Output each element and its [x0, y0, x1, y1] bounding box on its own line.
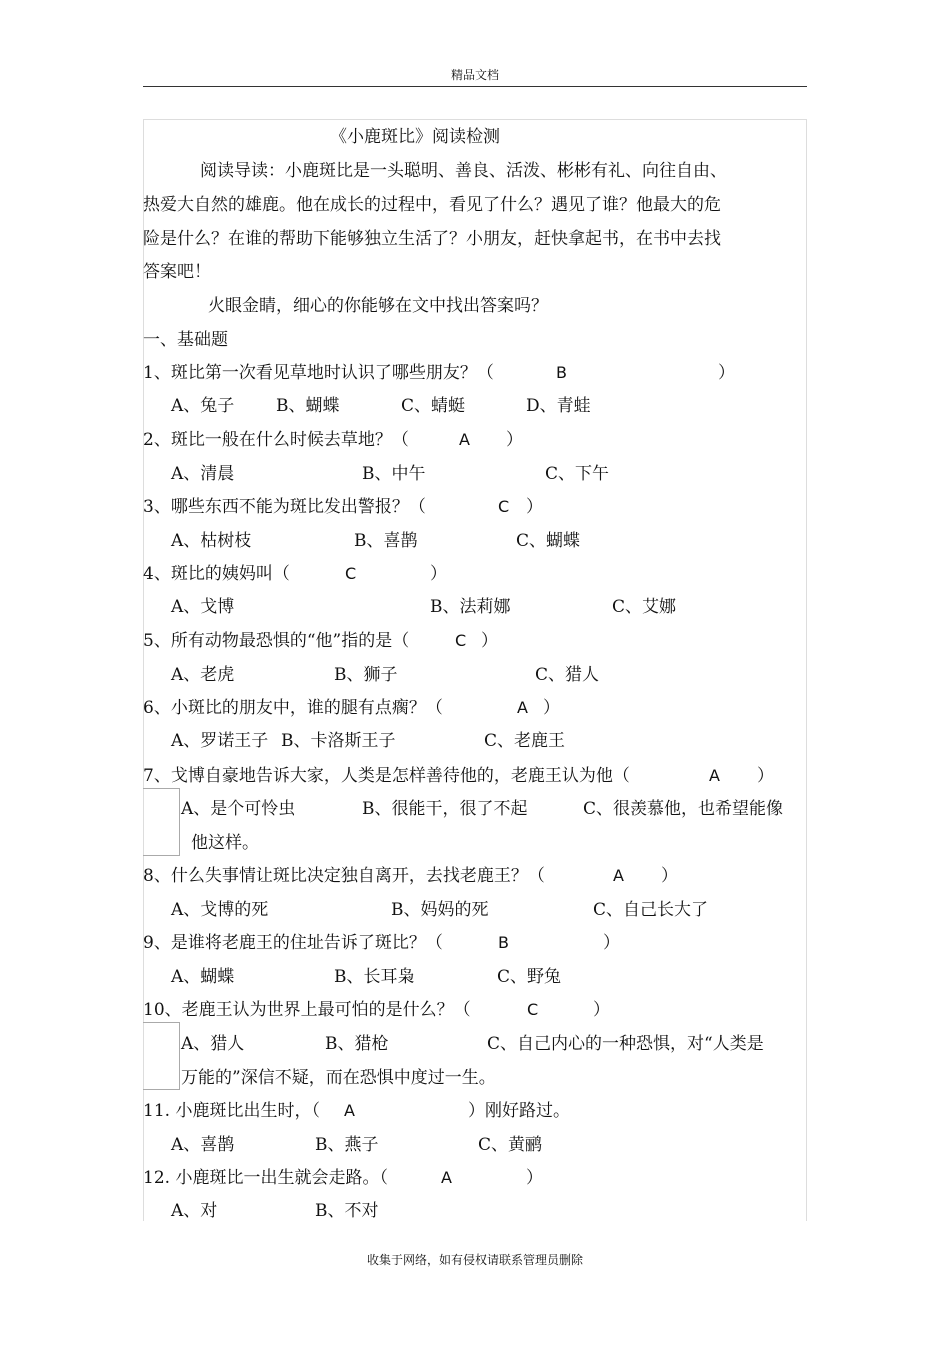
question-2-answer: A	[459, 430, 470, 449]
question-11-option-b: B、燕子	[315, 1135, 379, 1155]
question-5-option-a: A、老虎	[171, 665, 235, 685]
question-2-option-a: A、清晨	[171, 464, 235, 484]
question-4-answer: C	[345, 564, 357, 583]
question-10-continuation: 万能的”深信不疑，而在恐惧中度过一生。	[181, 1068, 496, 1088]
intro-line-3: 险是什么？在谁的帮助下能够独立生活了？小朋友，赶快拿起书，在书中去找	[143, 229, 721, 249]
question-9-answer: B	[498, 933, 509, 952]
question-4-option-b: B、法莉娜	[430, 597, 511, 617]
question-12-close: ）	[526, 1168, 543, 1188]
question-3-option-a: A、枯树枝	[171, 531, 252, 551]
question-4-close: ）	[430, 564, 447, 584]
question-7-option-a: A、是个可怜虫	[181, 799, 296, 819]
question-6-answer: A	[517, 698, 528, 717]
question-8-option-c: C、自己长大了	[593, 900, 709, 920]
question-4-option-a: A、戈博	[171, 597, 235, 617]
frame-right-line	[806, 119, 807, 1221]
question-12-option-a: A、对	[171, 1201, 218, 1221]
question-11-option-c: C、黄鹂	[478, 1135, 543, 1155]
question-11-option-a: A、喜鹊	[171, 1135, 235, 1155]
question-7-option-c: C、很羡慕他，也希望能像	[583, 799, 784, 819]
question-1-option-b: B、蝴蝶	[276, 396, 340, 416]
intro-line-2: 热爱大自然的雄鹿。他在成长的过程中，看见了什么？遇见了谁？他最大的危	[143, 195, 721, 215]
question-7-continuation: 他这样。	[191, 833, 259, 853]
question-12-stem: 12. 小鹿斑比一出生就会走路。（	[143, 1168, 388, 1188]
question-2-option-c: C、下午	[545, 464, 610, 484]
question-8-option-a: A、戈博的死	[171, 900, 269, 920]
question-3-stem: 3、哪些东西不能为斑比发出警报？（	[143, 497, 426, 517]
frame-top-line	[143, 119, 806, 120]
question-1-close: ）	[718, 363, 735, 383]
question-9-option-a: A、蝴蝶	[171, 967, 235, 987]
question-8-stem: 8、什么失事情让斑比决定独自离开，去找老鹿王？（	[143, 866, 545, 886]
question-6-option-c: C、老鹿王	[484, 731, 566, 751]
section-heading: 一、基础题	[143, 330, 228, 350]
question-3-close: ）	[526, 497, 543, 517]
question-8-close: ）	[661, 866, 678, 886]
question-2-stem: 2、斑比一般在什么时候去草地？（	[143, 430, 409, 450]
question-9-stem: 9、是谁将老鹿王的住址告诉了斑比？（	[143, 933, 443, 953]
question-6-stem: 6、小斑比的朋友中，谁的腿有点瘸？（	[143, 698, 443, 718]
page-header: 精品文档	[450, 68, 499, 82]
question-1-answer: B	[556, 363, 567, 382]
question-5-stem: 5、所有动物最恐惧的“他”指的是（	[143, 631, 410, 651]
question-4-stem: 4、斑比的姨妈叫（	[143, 564, 290, 584]
question-1-stem: 1、斑比第一次看见草地时认识了哪些朋友？（	[143, 363, 494, 383]
question-10-close: ）	[593, 1000, 610, 1020]
question-3-answer: C	[498, 497, 510, 516]
question-11-close: ）刚好路过。	[468, 1101, 570, 1121]
question-7-stem: 7、戈博自豪地告诉大家，人类是怎样善待他的，老鹿王认为他（	[143, 766, 630, 786]
question-8-option-b: B、妈妈的死	[391, 900, 489, 920]
question-8-answer: A	[613, 866, 624, 885]
document-title: 《小鹿斑比》阅读检测	[330, 127, 500, 147]
question-4-option-c: C、艾娜	[612, 597, 677, 617]
header-rule	[143, 86, 807, 87]
question-7-option-b: B、很能干，很了不起	[362, 799, 528, 819]
question-3-option-c: C、蝴蝶	[516, 531, 581, 551]
question-7-close: ）	[757, 766, 774, 786]
question-5-close: ）	[481, 631, 498, 651]
question-12-option-b: B、不对	[315, 1201, 379, 1221]
question-12-answer: A	[441, 1168, 452, 1187]
question-11-answer: A	[344, 1101, 355, 1120]
question-10-answer: C	[527, 1000, 539, 1019]
subtitle: 火眼金睛，细心的你能够在文中找出答案吗？	[208, 296, 548, 316]
question-10-option-b: B、猎枪	[325, 1034, 389, 1054]
intro-line-4: 答案吧！	[143, 262, 211, 282]
question-1-option-d: D、青蛙	[526, 396, 591, 416]
question-10-option-a: A、猎人	[181, 1034, 245, 1054]
question-9-option-c: C、野兔	[497, 967, 562, 987]
question-7-bracket	[143, 788, 180, 856]
question-10-stem: 10、老鹿王认为世界上最可怕的是什么？（	[143, 1000, 471, 1020]
page-footer: 收集于网络，如有侵权请联系管理员删除	[366, 1253, 583, 1267]
question-10-bracket	[143, 1022, 180, 1090]
question-7-answer: A	[709, 766, 720, 785]
question-10-option-c: C、自己内心的一种恐惧，对“人类是	[487, 1034, 764, 1054]
question-2-close: ）	[506, 430, 523, 450]
question-1-option-c: C、蜻蜓	[401, 396, 466, 416]
question-1-option-a: A、兔子	[171, 396, 235, 416]
question-5-option-c: C、猎人	[535, 665, 600, 685]
question-6-option-a: A、罗诺王子	[171, 731, 269, 751]
question-11-stem: 11. 小鹿斑比出生时，（	[143, 1101, 320, 1121]
question-6-close: ）	[543, 698, 560, 718]
intro-line-1: 阅读导读：小鹿斑比是一头聪明、善良、活泼、彬彬有礼、向往自由、	[200, 161, 727, 181]
question-9-close: ）	[603, 933, 620, 953]
question-2-option-b: B、中午	[362, 464, 426, 484]
question-5-answer: C	[455, 631, 467, 650]
question-5-option-b: B、狮子	[334, 665, 398, 685]
question-6-option-b: B、卡洛斯王子	[281, 731, 396, 751]
question-3-option-b: B、喜鹊	[354, 531, 418, 551]
question-9-option-b: B、长耳枭	[334, 967, 415, 987]
